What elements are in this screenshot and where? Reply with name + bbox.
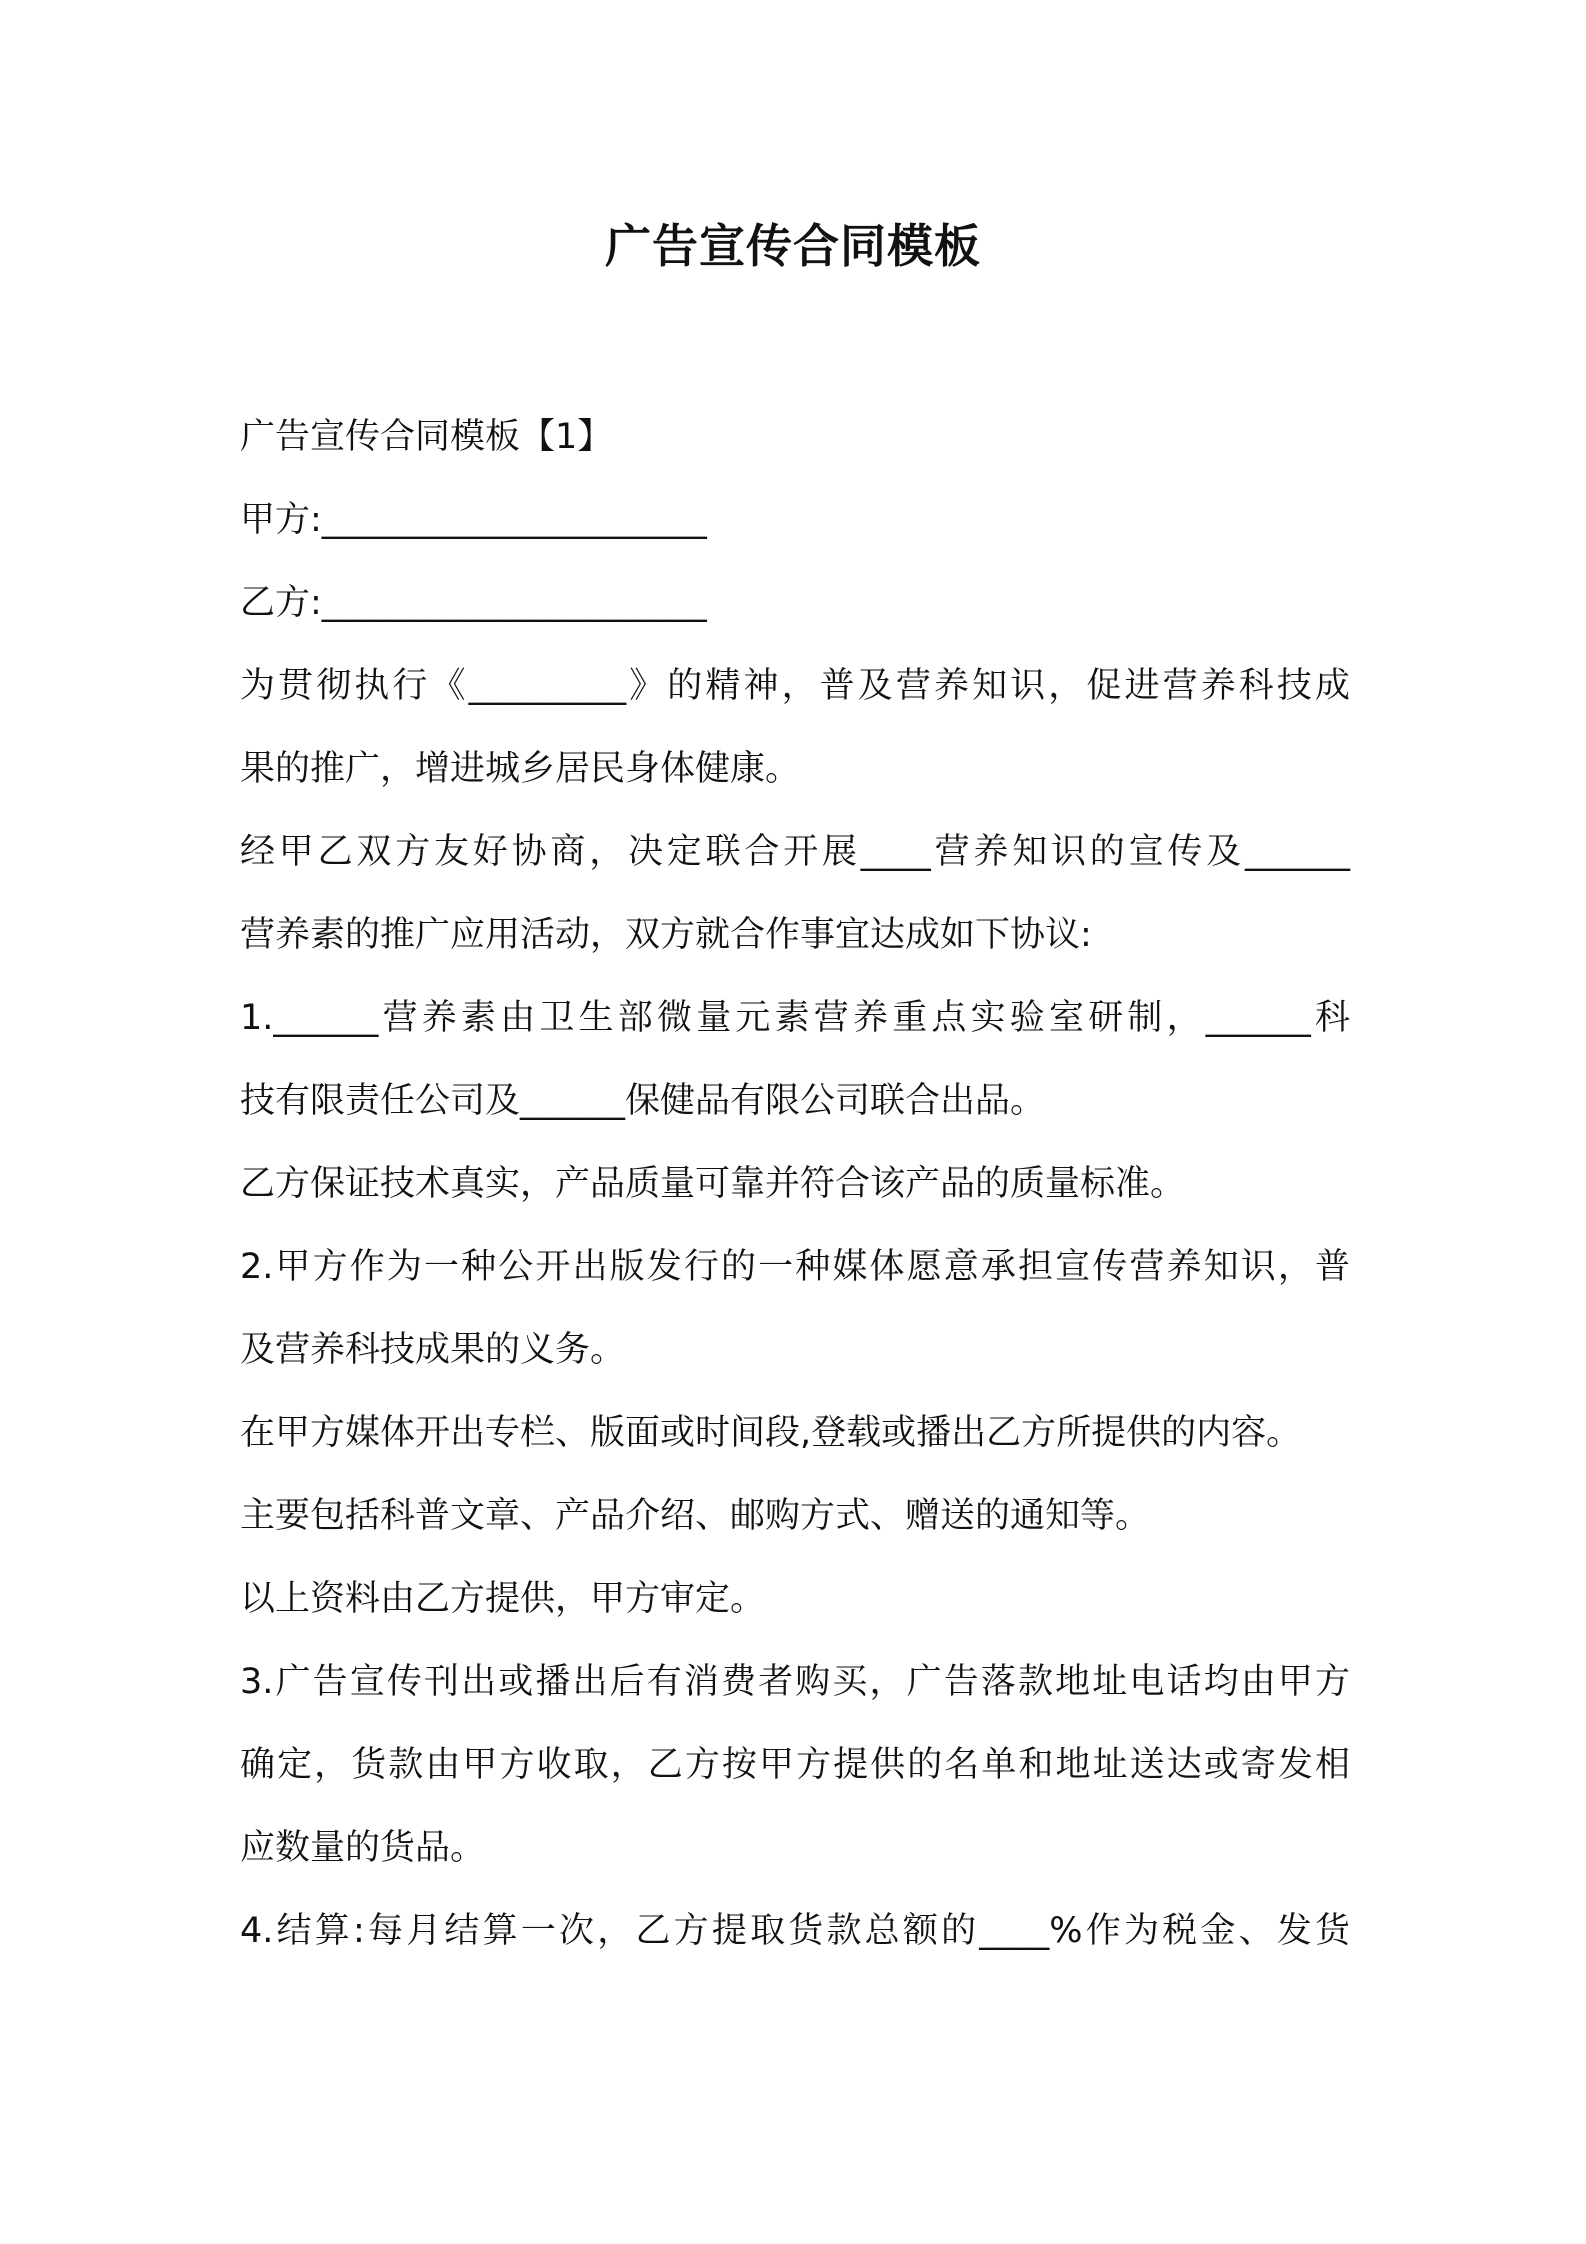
paragraph-line: 营养素的推广应用活动，双方就合作事宜达成如下协议:	[240, 915, 1092, 955]
clause-line: 及营养科技成果的义务。	[240, 1330, 626, 1370]
clause-line: 2.甲方作为一种公开出版发行的一种媒体愿意承担宣传营养知识，普	[240, 1247, 1350, 1287]
party-a-line: 甲方:______________________	[240, 500, 707, 540]
clause-line: 技有限责任公司及______保健品有限公司联合出品。	[240, 1081, 1046, 1121]
paragraph-line: 在甲方媒体开出专栏、版面或时间段,登载或播出乙方所提供的内容。	[240, 1413, 1302, 1453]
clause-line: 1.______营养素由卫生部微量元素营养重点实验室研制，______科	[240, 998, 1350, 1038]
paragraph-line: 以上资料由乙方提供，甲方审定。	[240, 1579, 766, 1619]
clause-line: 应数量的货品。	[240, 1828, 486, 1868]
paragraph-line: 主要包括科普文章、产品介绍、邮购方式、赠送的通知等。	[240, 1496, 1151, 1536]
clause-line: 4.结算:每月结算一次，乙方提取货款总额的____%作为税金、发货	[240, 1911, 1350, 1951]
document-title: 广告宣传合同模板	[605, 219, 981, 273]
paragraph-line: 为贯彻执行《_________》的精神，普及营养知识，促进营养科技成	[240, 666, 1350, 706]
document-body	[240, 396, 1350, 1973]
paragraph-line: 经甲乙双方友好协商，决定联合开展____营养知识的宣传及______	[240, 832, 1350, 872]
party-b-line: 乙方:______________________	[240, 583, 707, 623]
clause-line: 3.广告宣传刊出或播出后有消费者购买，广告落款地址电话均由甲方	[240, 1662, 1350, 1702]
paragraph-line: 果的推广，增进城乡居民身体健康。	[240, 749, 801, 789]
clause-line: 确定，货款由甲方收取，乙方按甲方提供的名单和地址送达或寄发相	[240, 1745, 1350, 1785]
paragraph-line: 乙方保证技术真实，产品质量可靠并符合该产品的质量标准。	[240, 1164, 1186, 1204]
section-heading: 广告宣传合同模板【1】	[240, 417, 613, 457]
